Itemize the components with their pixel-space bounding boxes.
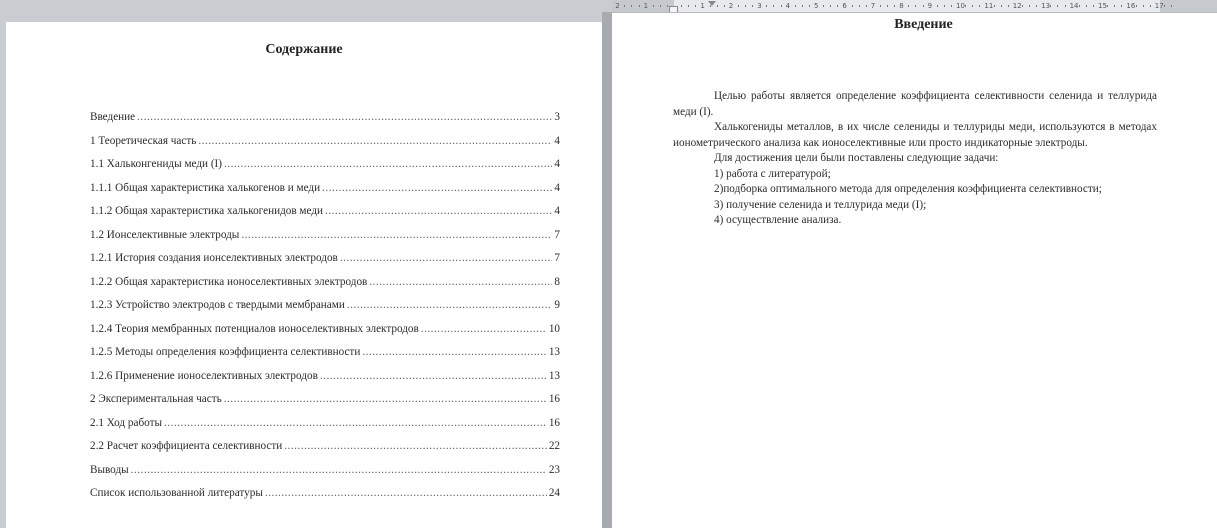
toc-entry-leader	[241, 229, 552, 241]
workspace-top	[0, 0, 612, 22]
ruler-tick	[781, 5, 782, 7]
toc-entry-label: Выводы	[90, 463, 129, 476]
toc-list	[90, 111, 560, 511]
ruler-tick	[1164, 5, 1165, 7]
intro-task-item: 2)подборка оптимального метода для определения коэффициента селективности;	[714, 183, 1102, 195]
ruler-tick	[923, 5, 924, 7]
document-page-right	[612, 13, 1217, 528]
toc-entry[interactable]	[90, 182, 560, 206]
horizontal-ruler[interactable]	[612, 0, 1217, 13]
toc-entry-leader	[265, 487, 547, 499]
toc-entry-label: Введение	[90, 111, 136, 123]
toc-entry-leader	[369, 276, 552, 288]
toc-entry-label: 1.2.3 Устройство электродов с твердыми мембранами	[90, 299, 345, 311]
toc-entry[interactable]	[90, 158, 560, 182]
ruler-tick	[653, 5, 654, 7]
ruler-tick	[695, 5, 696, 7]
ruler-tick	[681, 5, 682, 7]
ruler-tick	[979, 5, 980, 7]
ruler-tick	[937, 5, 938, 7]
ruler-tick	[738, 5, 739, 7]
ruler-tick	[830, 5, 831, 7]
ruler-tick	[1136, 5, 1137, 7]
toc-entry[interactable]	[90, 370, 560, 394]
toc-entry-page: 16	[548, 416, 560, 429]
toc-entry-label: 1.1.1 Общая характеристика халькогенов и меди	[90, 181, 321, 194]
toc-entry[interactable]	[90, 276, 560, 300]
toc-entry[interactable]	[90, 111, 560, 135]
toc-entry-page: 3	[554, 111, 560, 123]
toc-entry-leader	[198, 135, 552, 147]
toc-entry-label: 1 Теоретическая часть	[90, 134, 197, 147]
intro-body	[673, 89, 1157, 229]
intro-task-item: 3) получение селенида и теллурида меди (I);	[714, 198, 927, 211]
intro-paragraph: Целью работы является определение коэффициента селективности селенида и теллурида меди (I).	[673, 90, 1157, 118]
toc-entry-label: 1.2.6 Применение ионоселективных электродов	[90, 369, 318, 382]
ruler-number: 4	[785, 2, 791, 10]
ruler-number: 14	[1069, 2, 1079, 10]
ruler-tick	[1065, 5, 1066, 7]
ruler-tick	[837, 5, 838, 7]
toc-entry[interactable]	[90, 205, 560, 229]
ruler-tick	[1008, 5, 1009, 7]
ruler-tick	[1150, 5, 1151, 7]
ruler-tick	[994, 5, 995, 7]
toc-entry-label: 2.2 Расчет коэффициента селективности	[90, 440, 283, 452]
toc-entry-leader	[347, 299, 553, 311]
ruler-tick	[887, 5, 888, 7]
ruler-tick	[823, 5, 824, 7]
ruler-number: 13	[1041, 2, 1051, 10]
ruler-number: 12	[1012, 2, 1022, 10]
ruler-tick	[972, 5, 973, 7]
ruler-tick	[1022, 5, 1023, 7]
toc-entry-label: 2 Экспериментальная часть	[90, 393, 222, 405]
page-gap	[602, 12, 612, 528]
ruler-tick	[1093, 5, 1094, 7]
toc-entry-leader	[325, 205, 552, 217]
toc-entry-page: 4	[554, 158, 560, 170]
ruler-number: 9	[927, 2, 933, 10]
toc-entry-leader	[340, 252, 553, 264]
toc-entry-leader	[164, 417, 547, 429]
toc-entry-page: 22	[548, 440, 560, 452]
toc-entry-page: 4	[554, 181, 560, 194]
toc-entry-label: Список использованной литературы	[90, 487, 263, 499]
ruler-number: 15	[1098, 2, 1107, 10]
toc-entry-page: 10	[548, 322, 560, 335]
document-page-left	[6, 22, 602, 528]
ruler-tick	[1107, 5, 1108, 7]
toc-entry-label: 1.1 Хальконгениды меди (I)	[90, 158, 222, 170]
ruler-tick	[1029, 5, 1030, 7]
ruler-tick	[1114, 5, 1115, 7]
ruler-number: 1	[643, 2, 649, 10]
toc-entry[interactable]	[90, 252, 560, 276]
ruler-number: 2	[728, 2, 734, 10]
toc-entry-leader	[362, 346, 547, 358]
toc-entry[interactable]	[90, 135, 560, 159]
toc-entry-label: 1.2.1 История создания ионселективных электродов	[90, 252, 338, 264]
toc-entry-page: 13	[548, 369, 560, 382]
ruler-tick	[745, 5, 746, 7]
toc-entry-label: 1.2.4 Теория мембранных потенциалов ионоселективных электродов	[90, 322, 419, 335]
intro-paragraph: Халькогениды металлов, в их числе селениды и теллуриды меди, используются в методах ионометрического анализа как ионоселективные или просто индикаторные электроды.	[673, 121, 1157, 149]
ruler-tick	[809, 5, 810, 7]
toc-title: Содержание	[265, 42, 343, 57]
toc-entry-page: 4	[554, 134, 560, 147]
ruler-tick	[631, 5, 632, 7]
ruler-tick	[717, 5, 718, 7]
ruler-tick	[688, 5, 689, 7]
toc-entry-label: 1.1.2 Общая характеристика халькогенидов меди	[90, 205, 324, 217]
ruler-number: 6	[842, 2, 847, 10]
ruler-tick	[944, 5, 945, 7]
ruler-tick	[915, 5, 916, 7]
toc-entry-page: 8	[554, 275, 560, 288]
toc-entry-leader	[421, 323, 547, 335]
ruler-number: 8	[899, 2, 904, 10]
toc-entry[interactable]	[90, 346, 560, 370]
toc-entry-label: 1.2.5 Методы определения коэффициента селективности	[90, 346, 361, 358]
toc-entry-label: 1.2.2 Общая характеристика ионоселективных электродов	[90, 275, 368, 288]
toc-entry[interactable]	[90, 417, 560, 441]
ruler-tick	[852, 5, 853, 7]
ruler-tick	[1050, 5, 1051, 7]
ruler-right-margin	[1160, 0, 1217, 12]
left-indent-marker[interactable]	[669, 6, 678, 13]
ruler-tick	[1086, 5, 1087, 7]
ruler-tick	[894, 5, 895, 7]
toc-entry-page: 9	[554, 299, 560, 311]
ruler-tick	[724, 5, 725, 7]
ruler-tick	[624, 5, 625, 7]
ruler-number: 7	[870, 2, 876, 10]
ruler-tick	[1057, 5, 1058, 7]
toc-entry[interactable]	[90, 323, 560, 347]
ruler-tick	[802, 5, 803, 7]
ruler-tick	[866, 5, 867, 7]
ruler-tick	[1121, 5, 1122, 7]
ruler-tick	[795, 5, 796, 7]
intro-paragraph: Для достижения цели были поставлены следующие задачи:	[714, 152, 999, 164]
ruler-tick	[773, 5, 774, 7]
intro-task-item: 4) осуществление анализа.	[714, 214, 842, 226]
toc-entry[interactable]	[90, 393, 560, 417]
toc-entry-label: 1.2 Ионселективные электроды	[90, 228, 240, 241]
ruler-tick	[660, 5, 661, 7]
toc-entry-leader	[322, 182, 552, 194]
toc-entry[interactable]	[90, 229, 560, 253]
toc-entry-label: 2.1 Ход работы	[90, 416, 163, 429]
toc-entry-page: 7	[554, 228, 560, 241]
ruler-tick	[1171, 5, 1172, 7]
toc-entry-leader	[224, 158, 552, 170]
ruler-tick	[752, 5, 753, 7]
toc-entry-page: 13	[548, 346, 560, 358]
ruler-number: 16	[1126, 2, 1136, 10]
toc-entry-leader	[284, 440, 547, 452]
ruler-tick	[1143, 5, 1144, 7]
ruler-tick	[639, 5, 640, 7]
toc-entry-page: 16	[548, 393, 560, 405]
toc-entry[interactable]	[90, 440, 560, 464]
toc-entry[interactable]	[90, 299, 560, 323]
ruler-tick	[766, 5, 767, 7]
ruler-tick	[1001, 5, 1002, 7]
toc-entry-page: 7	[554, 252, 560, 264]
toc-entry[interactable]	[90, 487, 560, 511]
ruler-number: 2	[615, 2, 620, 10]
ruler-number: 10	[956, 2, 965, 10]
toc-entry-leader	[131, 464, 547, 476]
toc-entry-leader	[320, 370, 547, 382]
ruler-number: 11	[984, 2, 994, 10]
intro-task-item: 1) работа с литературой;	[714, 167, 831, 180]
toc-entry-page: 24	[548, 487, 560, 499]
toc-entry[interactable]	[90, 464, 560, 488]
ruler-tick	[1036, 5, 1037, 7]
ruler-number: 17	[1154, 2, 1164, 10]
ruler-tick	[710, 5, 711, 7]
ruler-number: 5	[814, 2, 819, 10]
ruler-number: 3	[757, 2, 762, 10]
ruler-tick	[951, 5, 952, 7]
toc-entry-leader	[137, 111, 552, 123]
ruler-number: 1	[700, 2, 705, 10]
toc-entry-page: 23	[548, 463, 560, 476]
ruler-tick	[667, 5, 668, 7]
intro-title: Введение	[894, 17, 953, 32]
ruler-tick	[1079, 5, 1080, 7]
ruler-tick	[908, 5, 909, 7]
toc-entry-page: 4	[554, 205, 560, 217]
ruler-tick	[859, 5, 860, 7]
toc-entry-leader	[224, 393, 547, 405]
ruler-tick	[880, 5, 881, 7]
ruler-tick	[965, 5, 966, 7]
